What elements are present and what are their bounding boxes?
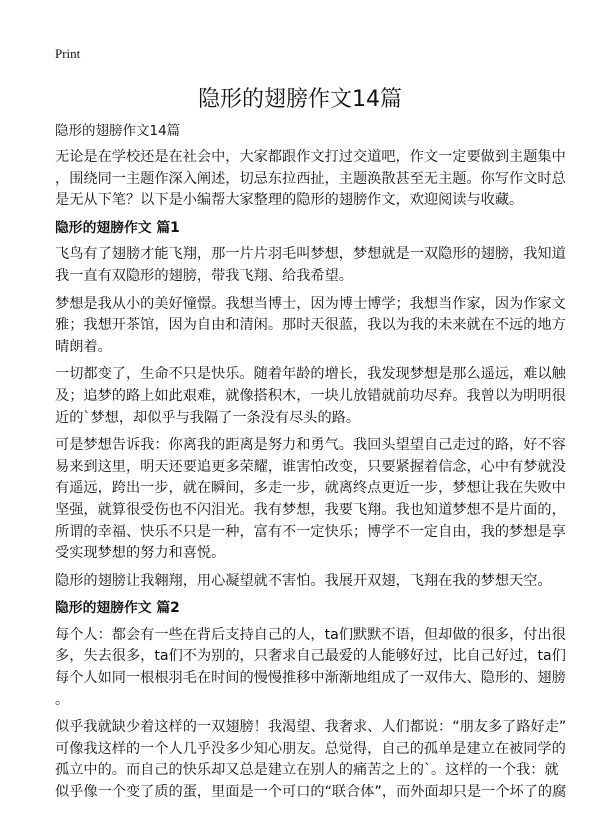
text-line: 无论是在学校还是在社会中，大家都跟作文打过交道吧，作文一定要做到主题集中 <box>55 149 566 165</box>
text-line: 受实现梦想的努力和喜悦。 <box>55 545 226 562</box>
text-line: 坚强，就算很受伤也不闪泪光。我有梦想，我要飞翔。我也知道梦想不是片面的， <box>55 501 566 518</box>
text-line: 可是梦想告诉我：你离我的距离是努力和勇气。我回头望望自己走过的路，好不容 <box>55 437 566 454</box>
text-line: 所谓的幸福、快乐不只是一种，富有不一定快乐；博学不一定自由，我的梦想是享 <box>55 523 566 540</box>
text-line: 是无从下笔？以下是小编帮大家整理的隐形的翅膀作文，欢迎阅读与收藏。 <box>55 192 524 209</box>
text-line: 。 <box>55 691 70 708</box>
text-line: 一切都变了，生命不只是快乐。随着年龄的增长，我发现梦想是那么遥远，难以触 <box>55 366 566 383</box>
paragraph <box>55 147 565 212</box>
paragraph <box>55 571 565 593</box>
text-line: 多，失去很多，ta们不为别的，只奢求自己最爱的人能够好过，比自己好过，ta们 <box>55 648 566 665</box>
text-line: 每个人如同一根根羽毛在时间的慢慢推移中渐渐地组成了一双伟大、隐形的、翅膀 <box>55 670 566 687</box>
section-heading <box>55 598 565 620</box>
text-line: 及；追梦的路上如此艰难，就像搭积木，一块儿放错就前功尽弃。我曾以为明明很 <box>55 387 566 404</box>
paragraph <box>55 625 565 711</box>
text-line: 有遥远，跨出一步，就在瞬间，多走一步，就离终点更近一步，梦想让我在失败中 <box>55 480 566 497</box>
text-line: 雅；我想开茶馆，因为自由和清闲。那时天很蓝，我以为我的未来就在不远的地方 <box>55 317 566 334</box>
text-line: 易来到这里，明天还要追更多荣耀，谁害怕改变，只要紧握着信念，心中有梦就没 <box>55 458 566 475</box>
text-line: 隐形的翅膀作文 篇1 <box>55 219 180 236</box>
text-line: 隐形的翅膀作文 篇2 <box>55 600 180 617</box>
text-line: 飞鸟有了翅膀才能飞翔，那一片片羽毛叫梦想，梦想就是一双隐形的翅膀，我知道 <box>55 246 566 263</box>
text-line: 似乎像一个变了质的蛋，里面是一个可口的“联合体”，而外面却只是一个坏了的腐 <box>55 784 567 801</box>
text-line: ，围绕同一主题作深入阐述，切忌东拉西扯，主题涣散甚至无主题。你写作文时总 <box>55 170 566 187</box>
section-heading <box>55 218 565 240</box>
text-line: 孤立中的。而自己的快乐却又总是建立在别人的痛苦之上的`。这样的一个我：就 <box>55 762 559 779</box>
paragraph <box>55 294 565 359</box>
paragraph <box>55 435 565 565</box>
text-line: 梦想是我从小的美好憧憬。我想当博士，因为博士博学；我想当作家，因为作家文 <box>55 295 566 312</box>
text-line: 每个人：都会有一些在背后支持自己的人，ta们默默不语，但却做的很多，付出很 <box>55 626 566 643</box>
text-line: 可像我这样的一个人几乎没多少知心朋友。总觉得，自己的孤单是建立在被同学的 <box>55 740 566 757</box>
document-body <box>55 147 565 810</box>
print-link[interactable]: Print <box>55 46 81 61</box>
text-line: 近的`梦想，却似乎与我隔了一条没有尽头的路。 <box>55 409 361 426</box>
text-line: 我一直有双隐形的翅膀，带我飞翔、给我希望。 <box>55 267 353 284</box>
paragraph <box>55 717 565 803</box>
text-line: 晴朗着。 <box>55 338 112 355</box>
text-line: 似乎我就缺少着这样的一双翅膀！我渴望、我奢求、人们都说：“朋友多了路好走” <box>55 719 567 736</box>
text-line: 隐形的翅膀让我翱翔，用心凝望就不害怕。我展开双翅，飞翔在我的梦想天空。 <box>55 572 552 589</box>
page-title: 隐形的翅膀作文14篇 <box>198 87 402 112</box>
paragraph <box>55 364 565 429</box>
paragraph <box>55 244 565 287</box>
document-subtitle: 隐形的翅膀作文14篇 <box>55 123 181 139</box>
